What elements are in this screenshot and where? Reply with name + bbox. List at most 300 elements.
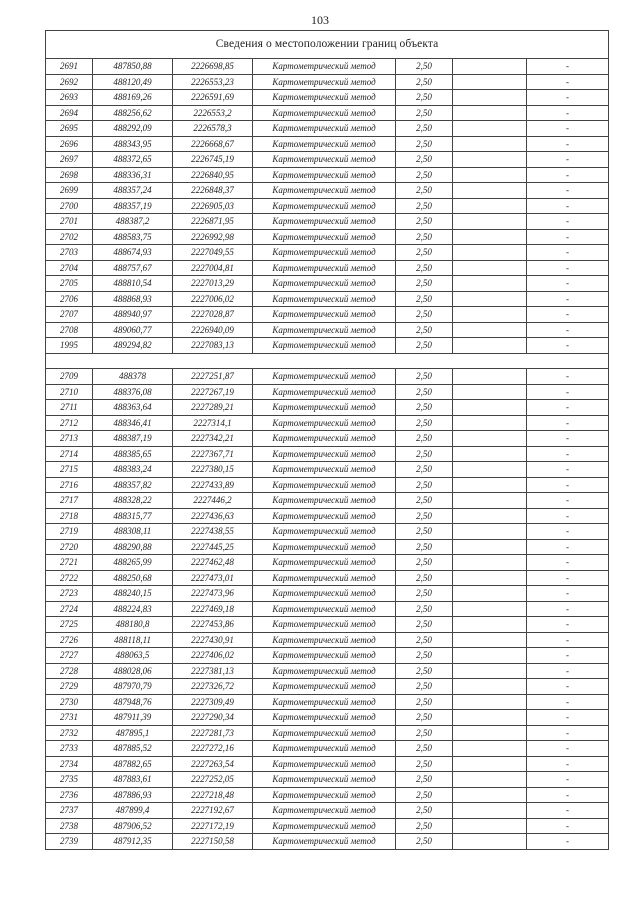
coordinates-table-body: [46, 31, 609, 850]
description-cell: [453, 167, 527, 183]
x-coordinate-cell: 488357,24: [93, 183, 173, 199]
x-coordinate-cell: 488357,82: [93, 477, 173, 493]
point-number-cell: 2703: [46, 245, 93, 261]
y-coordinate-cell: 2227326,72: [173, 679, 253, 695]
accuracy-cell: 2,50: [396, 818, 453, 834]
x-coordinate-cell: 488343,95: [93, 136, 173, 152]
method-cell: Картометрический метод: [253, 121, 396, 137]
method-cell: Картометрический метод: [253, 415, 396, 431]
accuracy-cell: 2,50: [396, 291, 453, 307]
method-cell: Картометрический метод: [253, 384, 396, 400]
point-number-cell: 2712: [46, 415, 93, 431]
extra-cell: -: [527, 322, 609, 338]
description-cell: [453, 245, 527, 261]
x-coordinate-cell: 487911,39: [93, 710, 173, 726]
accuracy-cell: 2,50: [396, 679, 453, 695]
table-row: [46, 555, 609, 571]
x-coordinate-cell: 488224,83: [93, 601, 173, 617]
x-coordinate-cell: 488169,26: [93, 90, 173, 106]
point-number-cell: 2736: [46, 787, 93, 803]
table-row: [46, 214, 609, 230]
x-coordinate-cell: 488346,41: [93, 415, 173, 431]
y-coordinate-cell: 2227267,19: [173, 384, 253, 400]
accuracy-cell: 2,50: [396, 493, 453, 509]
extra-cell: -: [527, 555, 609, 571]
x-coordinate-cell: 487906,52: [93, 818, 173, 834]
accuracy-cell: 2,50: [396, 59, 453, 75]
accuracy-cell: 2,50: [396, 772, 453, 788]
method-cell: Картометрический метод: [253, 400, 396, 416]
extra-cell: -: [527, 105, 609, 121]
accuracy-cell: 2,50: [396, 415, 453, 431]
table-row: [46, 245, 609, 261]
table-row: [46, 90, 609, 106]
description-cell: [453, 803, 527, 819]
point-number-cell: 2709: [46, 369, 93, 385]
point-number-cell: 2694: [46, 105, 93, 121]
point-number-cell: 2730: [46, 694, 93, 710]
method-cell: Картометрический метод: [253, 322, 396, 338]
method-cell: Картометрический метод: [253, 601, 396, 617]
extra-cell: -: [527, 632, 609, 648]
x-coordinate-cell: 488028,06: [93, 663, 173, 679]
x-coordinate-cell: 488940,97: [93, 307, 173, 323]
point-number-cell: 2711: [46, 400, 93, 416]
accuracy-cell: 2,50: [396, 741, 453, 757]
description-cell: [453, 741, 527, 757]
accuracy-cell: 2,50: [396, 90, 453, 106]
x-coordinate-cell: 488383,24: [93, 462, 173, 478]
extra-cell: -: [527, 90, 609, 106]
table-row: [46, 198, 609, 214]
method-cell: Картометрический метод: [253, 648, 396, 664]
description-cell: [453, 524, 527, 540]
accuracy-cell: 2,50: [396, 617, 453, 633]
table-row: [46, 400, 609, 416]
table-row: [46, 462, 609, 478]
description-cell: [453, 229, 527, 245]
method-cell: Картометрический метод: [253, 679, 396, 695]
x-coordinate-cell: 488120,49: [93, 74, 173, 90]
table-row: [46, 136, 609, 152]
method-cell: Картометрический метод: [253, 834, 396, 850]
accuracy-cell: 2,50: [396, 570, 453, 586]
extra-cell: -: [527, 539, 609, 555]
point-number-cell: 2698: [46, 167, 93, 183]
extra-cell: -: [527, 679, 609, 695]
method-cell: Картометрический метод: [253, 229, 396, 245]
table-row: [46, 369, 609, 385]
extra-cell: -: [527, 694, 609, 710]
method-cell: Картометрический метод: [253, 291, 396, 307]
y-coordinate-cell: 2227281,73: [173, 725, 253, 741]
table-row: [46, 834, 609, 850]
table-row: [46, 229, 609, 245]
x-coordinate-cell: 487948,76: [93, 694, 173, 710]
point-number-cell: 2735: [46, 772, 93, 788]
method-cell: Картометрический метод: [253, 632, 396, 648]
x-coordinate-cell: 488372,65: [93, 152, 173, 168]
method-cell: Картометрический метод: [253, 338, 396, 354]
description-cell: [453, 121, 527, 137]
x-coordinate-cell: 488583,75: [93, 229, 173, 245]
method-cell: Картометрический метод: [253, 663, 396, 679]
extra-cell: -: [527, 663, 609, 679]
x-coordinate-cell: 488357,19: [93, 198, 173, 214]
x-coordinate-cell: 488378: [93, 369, 173, 385]
point-number-cell: 2729: [46, 679, 93, 695]
accuracy-cell: 2,50: [396, 260, 453, 276]
coordinates-table: [45, 30, 609, 850]
extra-cell: -: [527, 369, 609, 385]
description-cell: [453, 183, 527, 199]
point-number-cell: 2701: [46, 214, 93, 230]
accuracy-cell: 2,50: [396, 601, 453, 617]
description-cell: [453, 198, 527, 214]
extra-cell: -: [527, 291, 609, 307]
method-cell: Картометрический метод: [253, 90, 396, 106]
extra-cell: -: [527, 198, 609, 214]
description-cell: [453, 493, 527, 509]
description-cell: [453, 446, 527, 462]
table-row: [46, 524, 609, 540]
y-coordinate-cell: 2227473,96: [173, 586, 253, 602]
description-cell: [453, 539, 527, 555]
point-number-cell: 2716: [46, 477, 93, 493]
point-number-cell: 2721: [46, 555, 93, 571]
table-title: Сведения о местоположении границ объекта: [46, 31, 609, 59]
point-number-cell: 2720: [46, 539, 93, 555]
accuracy-cell: 2,50: [396, 229, 453, 245]
y-coordinate-cell: 2227251,87: [173, 369, 253, 385]
x-coordinate-cell: 488336,31: [93, 167, 173, 183]
description-cell: [453, 725, 527, 741]
table-row: [46, 679, 609, 695]
point-number-cell: 2719: [46, 524, 93, 540]
y-coordinate-cell: 2227406,02: [173, 648, 253, 664]
extra-cell: -: [527, 803, 609, 819]
description-cell: [453, 586, 527, 602]
method-cell: Картометрический метод: [253, 198, 396, 214]
point-number-cell: 2693: [46, 90, 93, 106]
x-coordinate-cell: 487882,65: [93, 756, 173, 772]
point-number-cell: 2700: [46, 198, 93, 214]
y-coordinate-cell: 2227289,21: [173, 400, 253, 416]
description-cell: [453, 756, 527, 772]
y-coordinate-cell: 2227469,18: [173, 601, 253, 617]
accuracy-cell: 2,50: [396, 276, 453, 292]
table-row: [46, 617, 609, 633]
accuracy-cell: 2,50: [396, 105, 453, 121]
y-coordinate-cell: 2227453,86: [173, 617, 253, 633]
method-cell: Картометрический метод: [253, 524, 396, 540]
method-cell: Картометрический метод: [253, 245, 396, 261]
y-coordinate-cell: 2226992,98: [173, 229, 253, 245]
description-cell: [453, 338, 527, 354]
y-coordinate-cell: 2227433,89: [173, 477, 253, 493]
x-coordinate-cell: 488308,11: [93, 524, 173, 540]
x-coordinate-cell: 488757,67: [93, 260, 173, 276]
y-coordinate-cell: 2226553,23: [173, 74, 253, 90]
accuracy-cell: 2,50: [396, 167, 453, 183]
point-number-cell: 2708: [46, 322, 93, 338]
point-number-cell: 2731: [46, 710, 93, 726]
point-number-cell: 2724: [46, 601, 93, 617]
extra-cell: -: [527, 338, 609, 354]
description-cell: [453, 260, 527, 276]
table-row: [46, 307, 609, 323]
table-row: [46, 803, 609, 819]
extra-cell: -: [527, 462, 609, 478]
point-number-cell: 2737: [46, 803, 93, 819]
method-cell: Картометрический метод: [253, 741, 396, 757]
method-cell: Картометрический метод: [253, 276, 396, 292]
method-cell: Картометрический метод: [253, 787, 396, 803]
extra-cell: -: [527, 74, 609, 90]
y-coordinate-cell: 2227445,25: [173, 539, 253, 555]
x-coordinate-cell: 487895,1: [93, 725, 173, 741]
description-cell: [453, 369, 527, 385]
x-coordinate-cell: 488315,77: [93, 508, 173, 524]
table-row: [46, 741, 609, 757]
point-number-cell: 2696: [46, 136, 93, 152]
extra-cell: -: [527, 431, 609, 447]
method-cell: Картометрический метод: [253, 446, 396, 462]
accuracy-cell: 2,50: [396, 694, 453, 710]
description-cell: [453, 152, 527, 168]
accuracy-cell: 2,50: [396, 198, 453, 214]
separator-cell: [46, 353, 609, 369]
extra-cell: -: [527, 183, 609, 199]
method-cell: Картометрический метод: [253, 694, 396, 710]
point-number-cell: 2727: [46, 648, 93, 664]
extra-cell: -: [527, 167, 609, 183]
point-number-cell: 2706: [46, 291, 93, 307]
method-cell: Картометрический метод: [253, 431, 396, 447]
description-cell: [453, 710, 527, 726]
y-coordinate-cell: 2227049,55: [173, 245, 253, 261]
table-row: [46, 291, 609, 307]
point-number-cell: 2692: [46, 74, 93, 90]
accuracy-cell: 2,50: [396, 74, 453, 90]
accuracy-cell: 2,50: [396, 183, 453, 199]
y-coordinate-cell: 2227083,13: [173, 338, 253, 354]
y-coordinate-cell: 2227172,19: [173, 818, 253, 834]
method-cell: Картометрический метод: [253, 369, 396, 385]
x-coordinate-cell: 487886,93: [93, 787, 173, 803]
y-coordinate-cell: 2227004,81: [173, 260, 253, 276]
extra-cell: -: [527, 152, 609, 168]
point-number-cell: 2713: [46, 431, 93, 447]
table-row: [46, 322, 609, 338]
description-cell: [453, 694, 527, 710]
y-coordinate-cell: 2227309,49: [173, 694, 253, 710]
x-coordinate-cell: 487885,52: [93, 741, 173, 757]
point-number-cell: 2739: [46, 834, 93, 850]
table-row: [46, 493, 609, 509]
point-number-cell: 2717: [46, 493, 93, 509]
extra-cell: -: [527, 818, 609, 834]
extra-cell: -: [527, 400, 609, 416]
description-cell: [453, 648, 527, 664]
point-number-cell: 2695: [46, 121, 93, 137]
y-coordinate-cell: 2227218,48: [173, 787, 253, 803]
table-row: [46, 59, 609, 75]
method-cell: Картометрический метод: [253, 183, 396, 199]
method-cell: Картометрический метод: [253, 307, 396, 323]
accuracy-cell: 2,50: [396, 121, 453, 137]
y-coordinate-cell: 2227006,02: [173, 291, 253, 307]
table-row: [46, 260, 609, 276]
accuracy-cell: 2,50: [396, 462, 453, 478]
extra-cell: -: [527, 384, 609, 400]
x-coordinate-cell: 487850,88: [93, 59, 173, 75]
method-cell: Картометрический метод: [253, 136, 396, 152]
method-cell: Картометрический метод: [253, 167, 396, 183]
extra-cell: -: [527, 617, 609, 633]
extra-cell: -: [527, 307, 609, 323]
table-row: [46, 446, 609, 462]
x-coordinate-cell: 488290,88: [93, 539, 173, 555]
description-cell: [453, 570, 527, 586]
description-cell: [453, 322, 527, 338]
y-coordinate-cell: 2226848,37: [173, 183, 253, 199]
method-cell: Картометрический метод: [253, 493, 396, 509]
table-row: [46, 694, 609, 710]
table-row: [46, 539, 609, 555]
method-cell: Картометрический метод: [253, 803, 396, 819]
x-coordinate-cell: 488810,54: [93, 276, 173, 292]
extra-cell: -: [527, 787, 609, 803]
x-coordinate-cell: 488063,5: [93, 648, 173, 664]
table-row: [46, 648, 609, 664]
table-row: [46, 152, 609, 168]
extra-cell: -: [527, 276, 609, 292]
extra-cell: -: [527, 834, 609, 850]
y-coordinate-cell: 2226668,67: [173, 136, 253, 152]
page-number: 103: [311, 13, 329, 27]
y-coordinate-cell: 2227381,13: [173, 663, 253, 679]
extra-cell: -: [527, 586, 609, 602]
table-row: [46, 477, 609, 493]
y-coordinate-cell: 2227462,48: [173, 555, 253, 571]
extra-cell: -: [527, 493, 609, 509]
point-number-cell: 2691: [46, 59, 93, 75]
point-number-cell: 2738: [46, 818, 93, 834]
method-cell: Картометрический метод: [253, 152, 396, 168]
x-coordinate-cell: 488180,8: [93, 617, 173, 633]
method-cell: Картометрический метод: [253, 477, 396, 493]
table-row: [46, 601, 609, 617]
method-cell: Картометрический метод: [253, 59, 396, 75]
extra-cell: -: [527, 446, 609, 462]
accuracy-cell: 2,50: [396, 803, 453, 819]
x-coordinate-cell: 488240,15: [93, 586, 173, 602]
y-coordinate-cell: 2227252,05: [173, 772, 253, 788]
extra-cell: -: [527, 229, 609, 245]
table-row: [46, 167, 609, 183]
point-number-cell: 2697: [46, 152, 93, 168]
y-coordinate-cell: 2227028,87: [173, 307, 253, 323]
extra-cell: -: [527, 121, 609, 137]
y-coordinate-cell: 2227446,2: [173, 493, 253, 509]
x-coordinate-cell: 488363,64: [93, 400, 173, 416]
accuracy-cell: 2,50: [396, 555, 453, 571]
table-row: [46, 431, 609, 447]
y-coordinate-cell: 2226871,95: [173, 214, 253, 230]
x-coordinate-cell: 489060,77: [93, 322, 173, 338]
method-cell: Картометрический метод: [253, 508, 396, 524]
accuracy-cell: 2,50: [396, 400, 453, 416]
method-cell: Картометрический метод: [253, 555, 396, 571]
description-cell: [453, 617, 527, 633]
description-cell: [453, 415, 527, 431]
x-coordinate-cell: 488376,08: [93, 384, 173, 400]
y-coordinate-cell: 2226698,85: [173, 59, 253, 75]
accuracy-cell: 2,50: [396, 369, 453, 385]
x-coordinate-cell: 488250,68: [93, 570, 173, 586]
y-coordinate-cell: 2227342,21: [173, 431, 253, 447]
table-row: [46, 818, 609, 834]
method-cell: Картометрический метод: [253, 570, 396, 586]
extra-cell: -: [527, 570, 609, 586]
y-coordinate-cell: 2227436,63: [173, 508, 253, 524]
description-cell: [453, 555, 527, 571]
accuracy-cell: 2,50: [396, 586, 453, 602]
point-number-cell: 1995: [46, 338, 93, 354]
description-cell: [453, 508, 527, 524]
x-coordinate-cell: 488265,99: [93, 555, 173, 571]
method-cell: Картометрический метод: [253, 214, 396, 230]
method-cell: Картометрический метод: [253, 772, 396, 788]
table-row: [46, 415, 609, 431]
extra-cell: -: [527, 245, 609, 261]
point-number-cell: 2710: [46, 384, 93, 400]
extra-cell: -: [527, 59, 609, 75]
method-cell: Картометрический метод: [253, 539, 396, 555]
description-cell: [453, 787, 527, 803]
method-cell: Картометрический метод: [253, 74, 396, 90]
x-coordinate-cell: 487912,35: [93, 834, 173, 850]
accuracy-cell: 2,50: [396, 756, 453, 772]
x-coordinate-cell: 488387,2: [93, 214, 173, 230]
point-number-cell: 2734: [46, 756, 93, 772]
accuracy-cell: 2,50: [396, 477, 453, 493]
method-cell: Картометрический метод: [253, 710, 396, 726]
description-cell: [453, 663, 527, 679]
x-coordinate-cell: 488118,11: [93, 632, 173, 648]
accuracy-cell: 2,50: [396, 834, 453, 850]
description-cell: [453, 477, 527, 493]
x-coordinate-cell: 488385,65: [93, 446, 173, 462]
point-number-cell: 2707: [46, 307, 93, 323]
extra-cell: -: [527, 477, 609, 493]
table-row: [46, 663, 609, 679]
table-row: [46, 105, 609, 121]
description-cell: [453, 105, 527, 121]
table-row: [46, 586, 609, 602]
description-cell: [453, 462, 527, 478]
extra-cell: -: [527, 741, 609, 757]
y-coordinate-cell: 2226591,69: [173, 90, 253, 106]
separator-row: [46, 353, 609, 369]
accuracy-cell: 2,50: [396, 524, 453, 540]
table-row: [46, 121, 609, 137]
point-number-cell: 2715: [46, 462, 93, 478]
extra-cell: -: [527, 725, 609, 741]
accuracy-cell: 2,50: [396, 338, 453, 354]
point-number-cell: 2723: [46, 586, 93, 602]
